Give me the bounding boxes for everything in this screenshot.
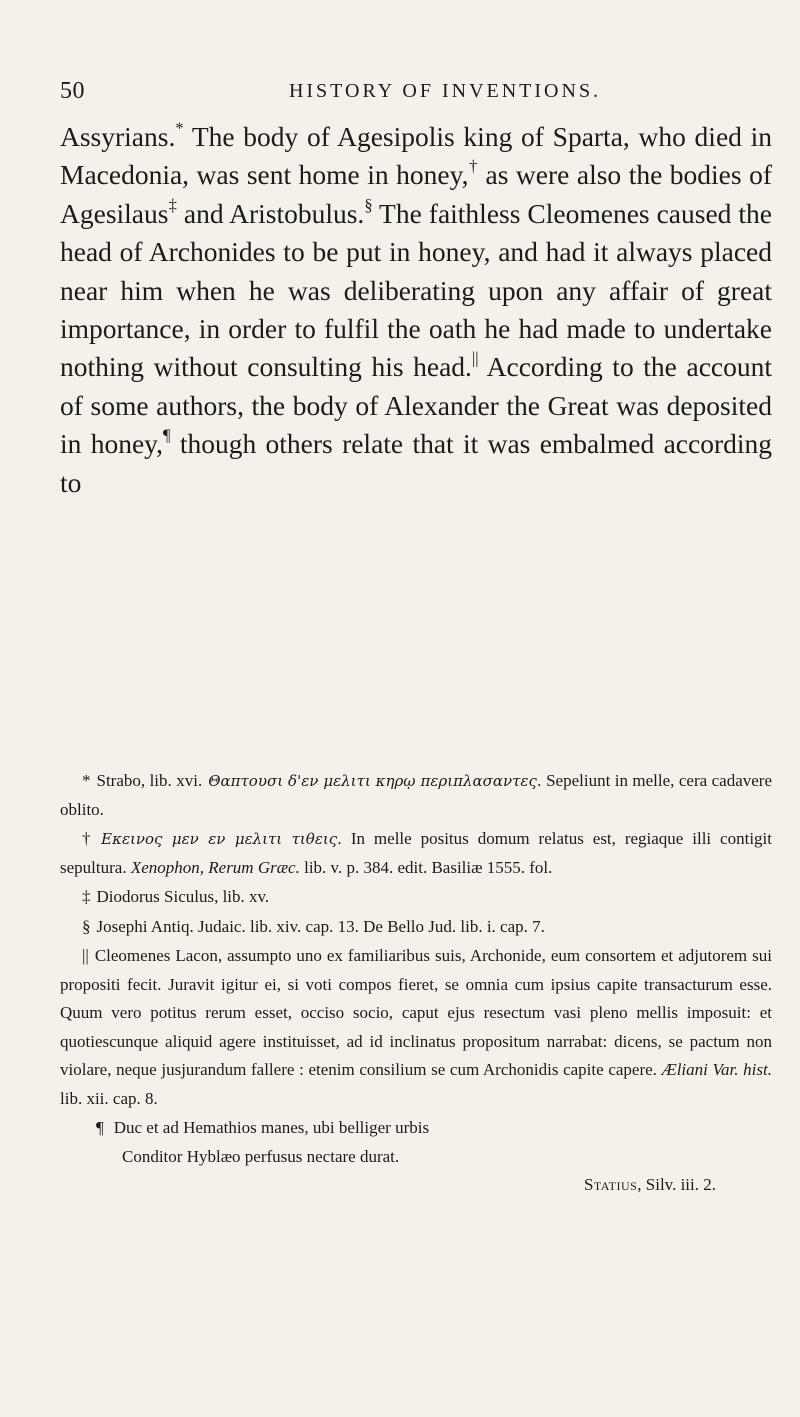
greek-quote: Θαπτουσι δ'εν μελιτι κηρῳ περιπλασαντες. — [208, 772, 542, 790]
footnote-mark: * — [82, 771, 91, 790]
footnotes — [60, 767, 772, 1200]
text-run: The body of Agesipolis king of Sparta, who died in Macedonia, was sent home in honey, — [60, 121, 772, 191]
text-run: Assyrians. — [60, 121, 176, 152]
footnote-citation: Strabo, lib. xvi. — [96, 771, 203, 790]
footnote-text: Diodorus Siculus, lib. xv. — [96, 887, 270, 906]
text-run: and Aristobulus. — [176, 197, 365, 229]
footnote-text: Cleomenes Lacon, assumpto uno ex familiaribus suis, Archonide, eum consortem et adjutorem sui propositi fecit. Juravit igitur ei, si voti compos fieret, se omnia cum ipsius capite transacturum esse. Quum vero potitus rerum esset, occiso socio, caput ejus resectum vasi pleno mellis imposuit: et quotiescunque aliquid agere instituisset, ad id inclinatus propositum narrabat: dicens, se pactum non violare, neque jusjurandum fallere : etenim consilium se cum Archonidis capite capere. — [60, 946, 772, 1079]
footnote-text: Josephi Antiq. Judaic. lib. xiv. cap. 13. De Bello Jud. lib. i. cap. 7. — [96, 916, 545, 936]
footnote-ref: § — [364, 195, 373, 215]
footnote-5 — [60, 942, 772, 1113]
footnote-1 — [60, 767, 772, 824]
footnote-4 — [60, 913, 772, 942]
text-run: According to the account of some authors, the body of Alexander the Great was deposited in honey, — [60, 351, 772, 460]
footnote-mark: ¶ — [96, 1118, 104, 1137]
footnote-ref: || — [471, 349, 479, 369]
verse-line-2 — [60, 1143, 772, 1172]
footnote-2 — [60, 825, 772, 882]
verse-line: Conditor Hyblæo perfusus nectare durat. — [122, 1146, 400, 1166]
footnote-text: lib. v. p. 384. edit. Basiliæ 1555. fol. — [299, 857, 553, 877]
main-text — [60, 118, 772, 502]
attribution-author: Statius — [583, 1175, 638, 1194]
footnote-text: In melle positus domum relatus est, regiaque illi contigit sepultura. — [60, 829, 772, 877]
greek-quote: Εκεινος μεν εν μελιτι τιθεις. — [101, 830, 342, 848]
footnote-ref: ‡ — [168, 195, 177, 215]
footnote-mark: § — [82, 916, 91, 936]
footnote-source-title: Æliani Var. hist. — [661, 1060, 772, 1079]
footnote-text: Sepeliunt in melle, cera cadavere oblito. — [60, 771, 773, 819]
body-paragraph — [60, 118, 772, 502]
footnote-mark: || — [82, 946, 89, 965]
verse-line: Duc et ad Hemathios manes, ubi belliger urbis — [113, 1118, 430, 1137]
footnote-ref: † — [468, 157, 478, 177]
running-title: HISTORY OF INVENTIONS. — [288, 80, 602, 102]
footnote-mark: † — [82, 829, 96, 848]
text-run: as were also the bodies of Agesilaus — [60, 159, 773, 229]
footnote-text: lib. xii. cap. 8. — [60, 1088, 158, 1108]
verse-attribution — [60, 1171, 772, 1200]
footnote-ref: ¶ — [163, 425, 171, 445]
footnote-ref: * — [175, 118, 184, 138]
attribution-source: , Silv. iii. 2. — [637, 1175, 716, 1194]
page-number: 50 — [60, 78, 85, 104]
text-run: though others relate that it was embalmed according to — [60, 428, 772, 498]
footnote-3 — [60, 883, 772, 912]
footnote-6 — [60, 1114, 772, 1143]
running-head — [60, 78, 740, 108]
footnote-source-title: Xenophon, Rerum Græc. — [130, 857, 300, 877]
footnote-mark: ‡ — [82, 887, 91, 906]
text-run: The faithless Cleomenes caused the head of Archonides to be put in honey, and had it always placed near him when he was deliberating upon any affair of great importance, in order to fulfil the oath he had made to undertake nothing without consulting his head. — [60, 197, 772, 383]
